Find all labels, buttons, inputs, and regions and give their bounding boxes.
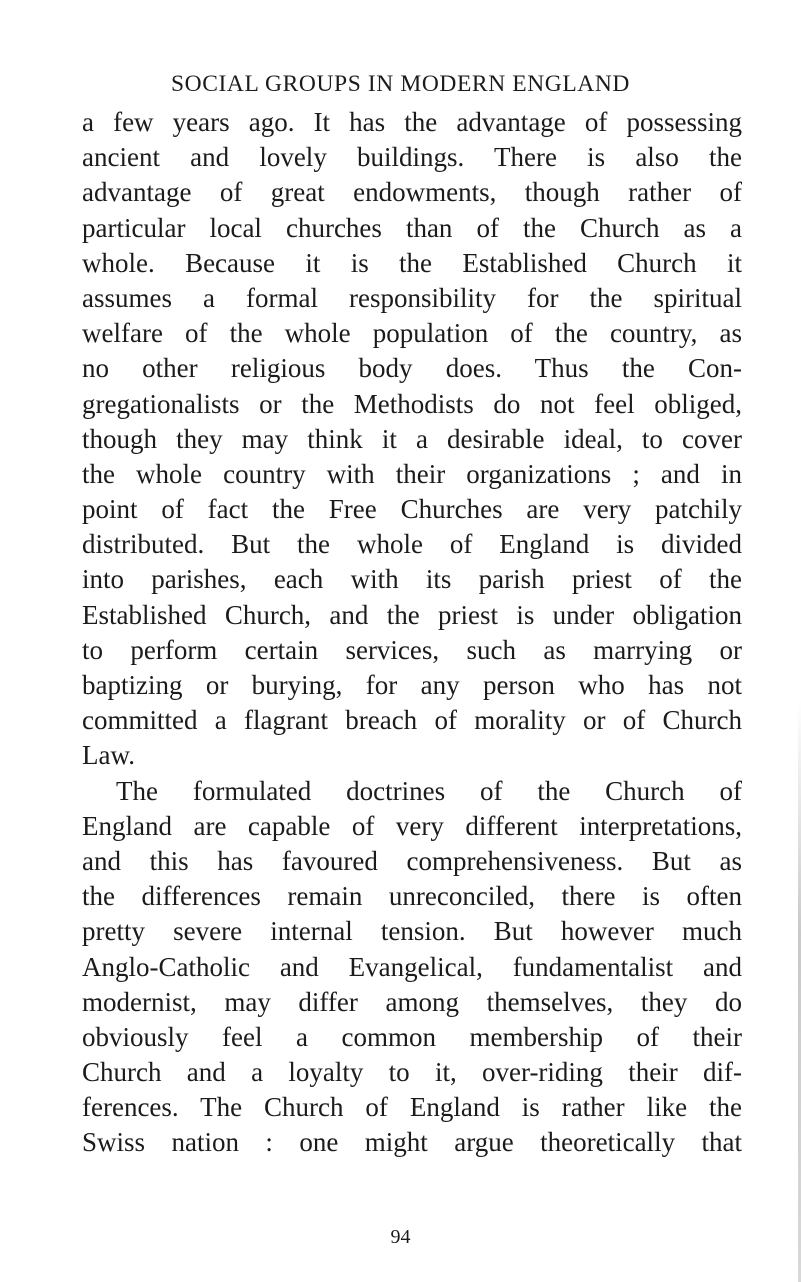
text-line: a few years ago. It has the advantage of possessing <box>82 107 742 137</box>
text-line: no other religious body does. Thus the Con- <box>82 353 742 384</box>
paragraph-end-line: Law. <box>82 740 135 771</box>
text-line: whole. Because it is the Established Church it <box>82 247 742 278</box>
text-line: Anglo-Catholic and Evangelical, fundamentalist and <box>82 951 742 982</box>
text-line: obviously feel a common membership of their <box>82 1021 742 1052</box>
text-line: point of fact the Free Churches are very patchily <box>82 494 742 525</box>
text-line: Church and a loyalty to it, over-riding their dif- <box>82 1057 742 1088</box>
text-line: distributed. But the whole of England is divided <box>82 529 742 560</box>
text-line: assumes a formal responsibility for the spiritual <box>82 282 742 313</box>
text-line: though they may think it a desirable ideal, to cover <box>82 423 742 454</box>
text-line: the whole country with their organizations ; and in <box>82 458 742 489</box>
running-head: SOCIAL GROUPS IN MODERN ENGLAND <box>170 71 631 97</box>
text-line: baptizing or burying, for any person who has not <box>82 670 742 700</box>
text-line: gregationalists or the Methodists do not feel obliged, <box>82 388 742 419</box>
text-line: committed a flagrant breach of morality or of Church <box>82 705 742 736</box>
text-line: ferences. The Church of England is rather like the <box>82 1092 742 1123</box>
text-line: advantage of great endowments, though rather of <box>82 177 742 208</box>
text-line: the differences remain unreconciled, there is often <box>82 881 742 912</box>
text-line: to perform certain services, such as marrying or <box>82 634 742 665</box>
body-text <box>82 105 742 1161</box>
text-line: ancient and lovely buildings. There is also the <box>82 142 742 173</box>
text-line: welfare of the whole population of the country, as <box>82 318 742 349</box>
text-line: pretty severe internal tension. But however much <box>82 916 742 947</box>
text-line: Established Church, and the priest is under obligation <box>82 599 742 630</box>
text-line: Swiss nation : one might argue theoretically that <box>82 1127 742 1158</box>
paragraph-start-line: The formulated doctrines of the Church of <box>116 775 742 806</box>
text-line: particular local churches than of the Church as a <box>82 212 742 243</box>
text-line: into parishes, each with its parish priest of the <box>82 564 742 595</box>
text-line: England are capable of very different interpretations, <box>82 810 742 841</box>
text-line: modernist, may differ among themselves, they do <box>82 986 742 1017</box>
page-number: 94 <box>390 1226 411 1248</box>
text-line: and this has favoured comprehensiveness. But as <box>82 845 742 876</box>
